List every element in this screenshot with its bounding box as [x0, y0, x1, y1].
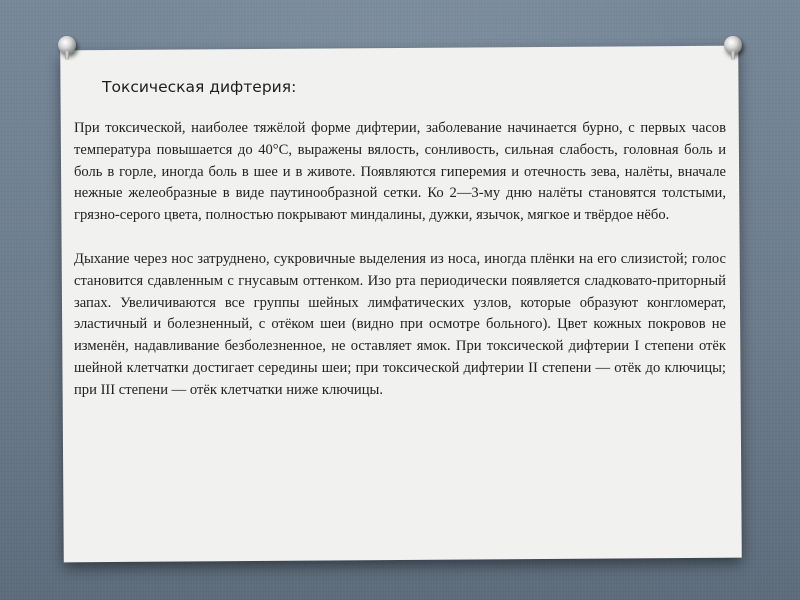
paragraph-symptoms: При токсической, наиболее тяжёлой форме дифтерии, заболевание начинается бурно, с первых часов температура повышается до 40°С, выражены вялость, сонливость, сильная слабость, головная боль и боль в горле, иногда боль в шее и в животе. Появляются гиперемия и отечность зева, налёты, вначале нежные желеобразные в виде паутинообразной сетки. Ко 2—3-му дню налёты становятся толстыми, грязно-серого цвета, полностью покрывают миндалины, дужки, язычок, мягкое и твёрдое нёбо.: [74, 120, 726, 224]
pushpin-icon: [58, 36, 76, 54]
slide-content: [74, 70, 726, 402]
slide-heading: Токсическая дифтерия:: [102, 78, 297, 96]
paragraph-breathing: Дыхание через нос затруднено, сукровичные выделения из носа, иногда плёнки на его слизистой; голос становится сдавленным с гнусавым оттенком. Изо рта периодически появляется сладковато-приторный запах. Увеличиваются все группы шейных лимфатических узлов, которые образуют конгломерат, эластичный и болезненный, с отёком шеи (видно при осмотре больного). Цвет кожных покровов не изменён, надавливание безболезненное, не оставляет ямок. При токсической дифтерии I степени отёк шейной клетчатки достигает середины шеи; при токсической дифтерии II степени — отёк до ключицы; при III степени — отёк клетчатки ниже ключицы.: [74, 250, 726, 398]
pushpin-icon: [724, 36, 742, 54]
